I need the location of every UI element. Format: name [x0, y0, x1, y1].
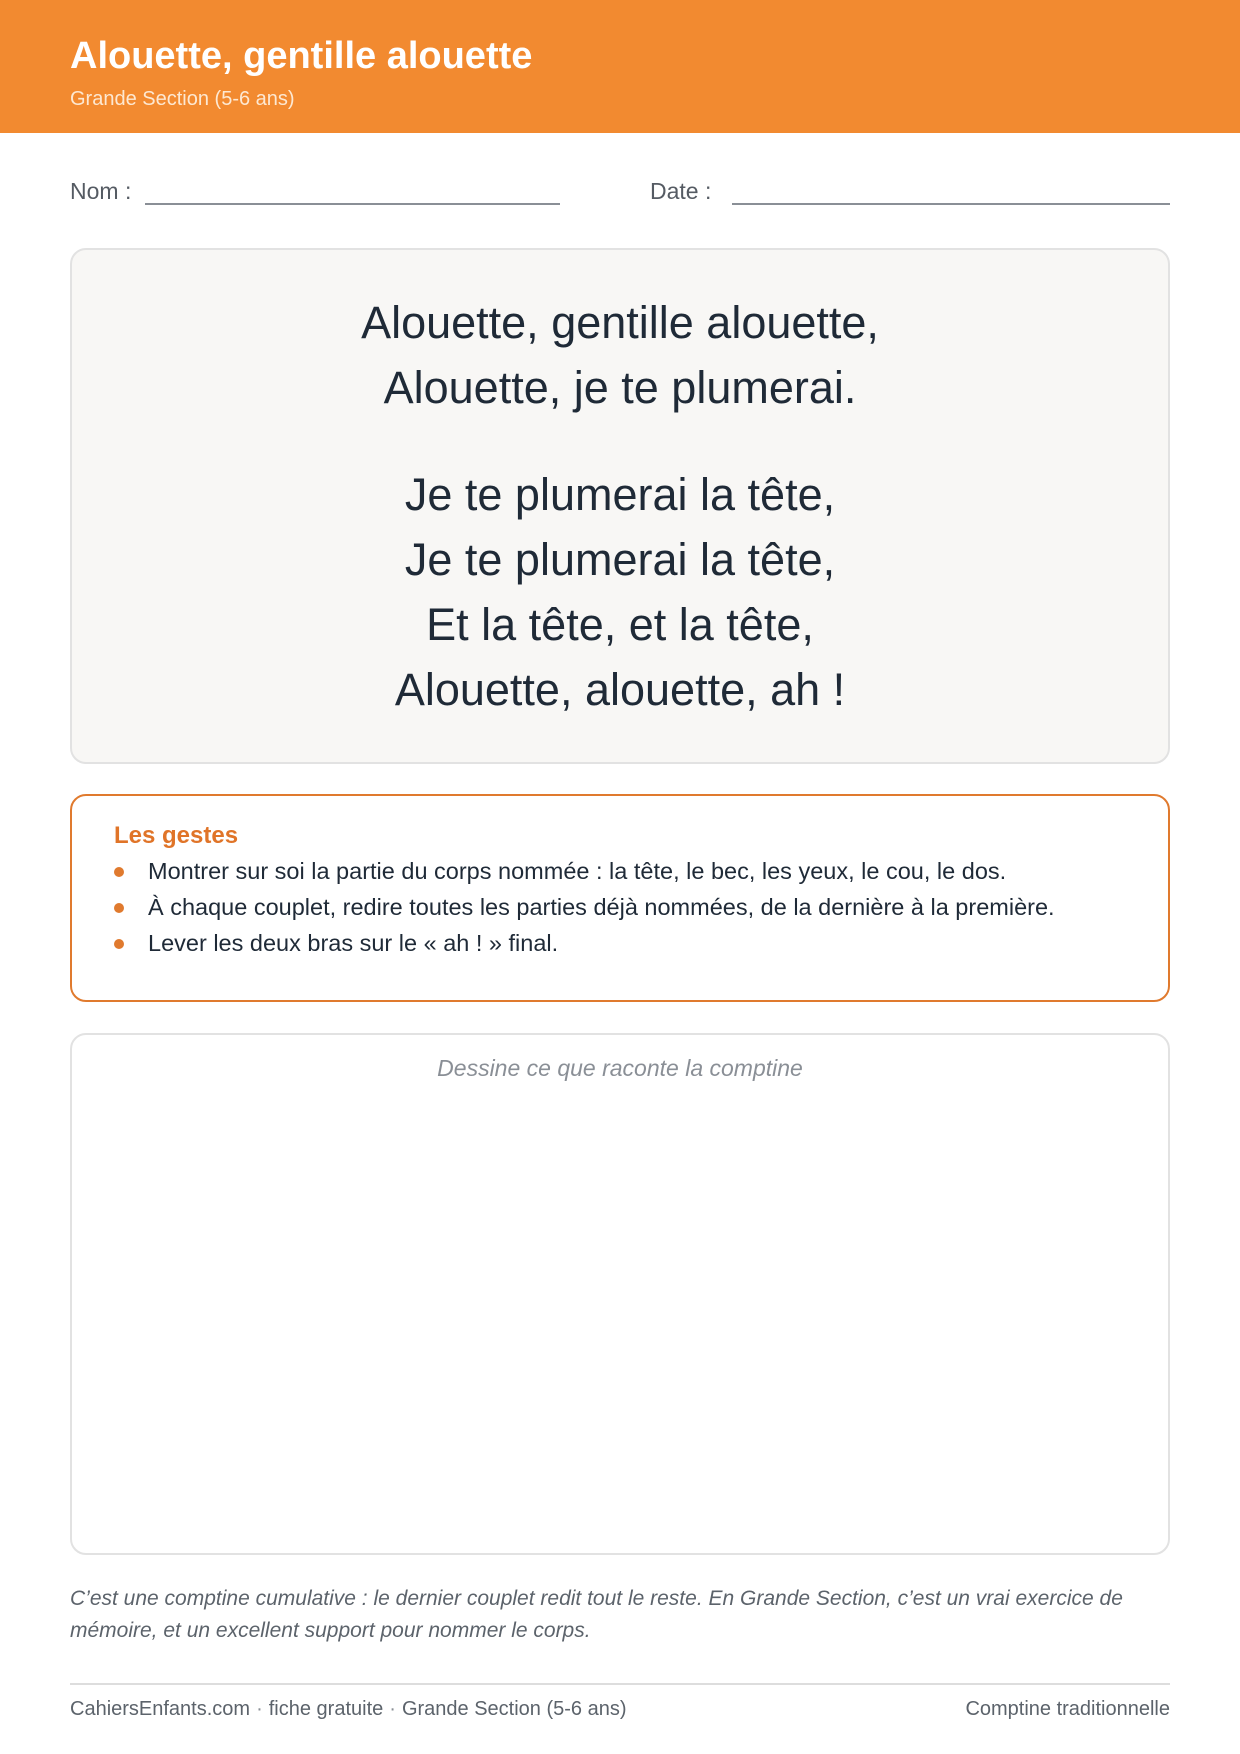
list-item-text: Lever les deux bras sur le « ah ! » final. — [148, 930, 559, 956]
page-header — [0, 0, 1240, 133]
list-item-text: À chaque couplet, redire toutes les parties déjà nommées, de la dernière à la première. — [148, 894, 1055, 920]
verse-line: Alouette, je te plumerai. — [383, 362, 857, 413]
refrain-stanza — [72, 290, 1168, 420]
list-item — [114, 925, 1128, 961]
couplet-stanza — [72, 462, 1168, 722]
date-field[interactable] — [732, 203, 1170, 205]
gestures-title: Les gestes — [114, 822, 239, 849]
bullet-icon — [114, 903, 124, 913]
list-item-text: Montrer sur soi la partie du corps nommée : la tête, le bec, les yeux, le cou, le dos. — [148, 858, 1007, 884]
name-field[interactable] — [145, 203, 560, 205]
footer-site: CahiersEnfants.com — [70, 1698, 251, 1720]
verse-line: Alouette, gentille alouette, — [361, 297, 879, 348]
list-item — [114, 853, 1128, 889]
footer-separator: · — [389, 1698, 396, 1720]
verse-line: Je te plumerai la tête, — [404, 534, 836, 585]
page-subtitle: Grande Section (5-6 ans) — [70, 88, 295, 110]
footer-type: fiche gratuite — [268, 1698, 384, 1720]
verse-line: Alouette, alouette, ah ! — [394, 664, 846, 715]
footer-separator: · — [256, 1698, 263, 1720]
footer-divider — [70, 1683, 1170, 1685]
verse-line: Et la tête, et la tête, — [426, 599, 814, 650]
song-lyrics-panel — [70, 248, 1170, 764]
date-label: Date : — [650, 178, 712, 204]
footer-left — [70, 1696, 627, 1722]
bullet-icon — [114, 939, 124, 949]
drawing-hint: Dessine ce que raconte la comptine — [437, 1055, 803, 1081]
footer-level: Grande Section (5-6 ans) — [401, 1698, 627, 1720]
student-fields — [70, 176, 1170, 206]
teacher-note: C’est une comptine cumulative : le dernier couplet redit tout le reste. En Grande Section, c’est un vrai exercice de mémoire, et un excellent support pour nommer le corps. — [70, 1587, 1123, 1642]
footer-source: Comptine traditionnelle — [965, 1698, 1170, 1720]
verse-line: Je te plumerai la tête, — [404, 469, 836, 520]
bullet-icon — [114, 867, 124, 877]
gestures-list — [114, 853, 1128, 961]
list-item — [114, 889, 1128, 925]
page-title: Alouette, gentille alouette — [70, 35, 533, 77]
gestures-panel — [70, 794, 1170, 1002]
name-label: Nom : — [70, 178, 132, 204]
drawing-area[interactable] — [70, 1033, 1170, 1555]
